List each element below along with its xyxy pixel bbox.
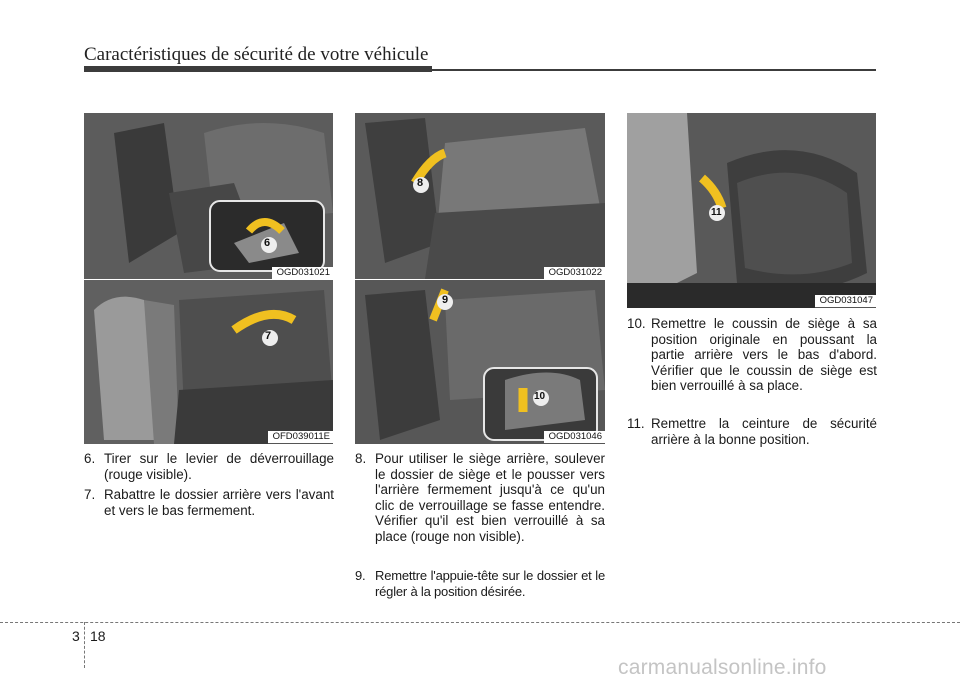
figure-fold-backrest [84,280,333,444]
header-rule-thin [432,69,876,71]
callout-10: 10 [534,391,546,402]
step-item [627,316,877,394]
header-rule [84,66,432,72]
callout-8: 8 [417,177,424,189]
watermark-text: carmanualsonline.info [618,656,827,679]
callout-6: 6 [264,237,271,249]
raise-backrest-illustration [355,113,605,279]
chapter-number: 3 [72,628,80,644]
callout-7: 7 [265,330,272,342]
figure-code: OGD031022 [544,267,605,279]
step-number: 6. [84,451,96,466]
callout-9: 9 [442,294,449,306]
page-header-title: Caractéristiques de sécurité de votre véhicule [84,44,429,65]
figure-code: OGD031021 [272,267,333,279]
step-text: Remettre le coussin de siège à sa position originale en poussant la partie arrière vers le bas d'abord. Vérifier que le coussin de siège est bien verrouillé à sa place. [651,316,877,394]
seat-cushion-illustration [627,113,876,308]
step-number: 8. [355,451,367,466]
fold-backrest-illustration [84,280,333,444]
seat-lever-illustration [84,113,333,279]
footer-divider [84,622,85,668]
step-item [84,487,334,518]
step-number: 11. [627,416,645,431]
footer-rule [0,622,960,623]
step-number: 7. [84,487,96,502]
step-item [627,416,877,447]
step-text: Rabattre le dossier arrière vers l'avant et vers le bas fermement. [104,487,334,518]
step-number: 10. [627,316,646,331]
figure-code: OFD039011E [268,431,333,444]
step-text: Pour utiliser le siège arrière, soulever le dossier de siège et le pousser vers l'arrière fermement jusqu'à ce qu'un clic de verrouillage se fasse entendre. Vérifier qu'il est bien verrouillé à sa place (rouge non visible). [375,451,605,544]
headrest-illustration [355,280,605,444]
figure-code: OGD031047 [815,295,876,308]
step-text: Remettre l'appuie-tête sur le dossier et le régler à la position désirée. [375,568,605,599]
figure-seat-cushion [627,113,876,308]
figure-code: OGD031046 [544,431,605,444]
step-text: Remettre la ceinture de sécurité arrière à la bonne position. [651,416,877,447]
page-number: 18 [90,628,106,644]
figure-headrest [355,280,605,444]
step-item [355,451,605,545]
callout-11: 11 [711,207,722,218]
step-number: 9. [355,568,366,583]
step-item [355,568,605,599]
figure-seat-lever [84,113,333,279]
figure-raise-backrest [355,113,605,279]
step-item [84,451,334,482]
step-text: Tirer sur le levier de déverrouillage (rouge visible). [104,451,334,482]
